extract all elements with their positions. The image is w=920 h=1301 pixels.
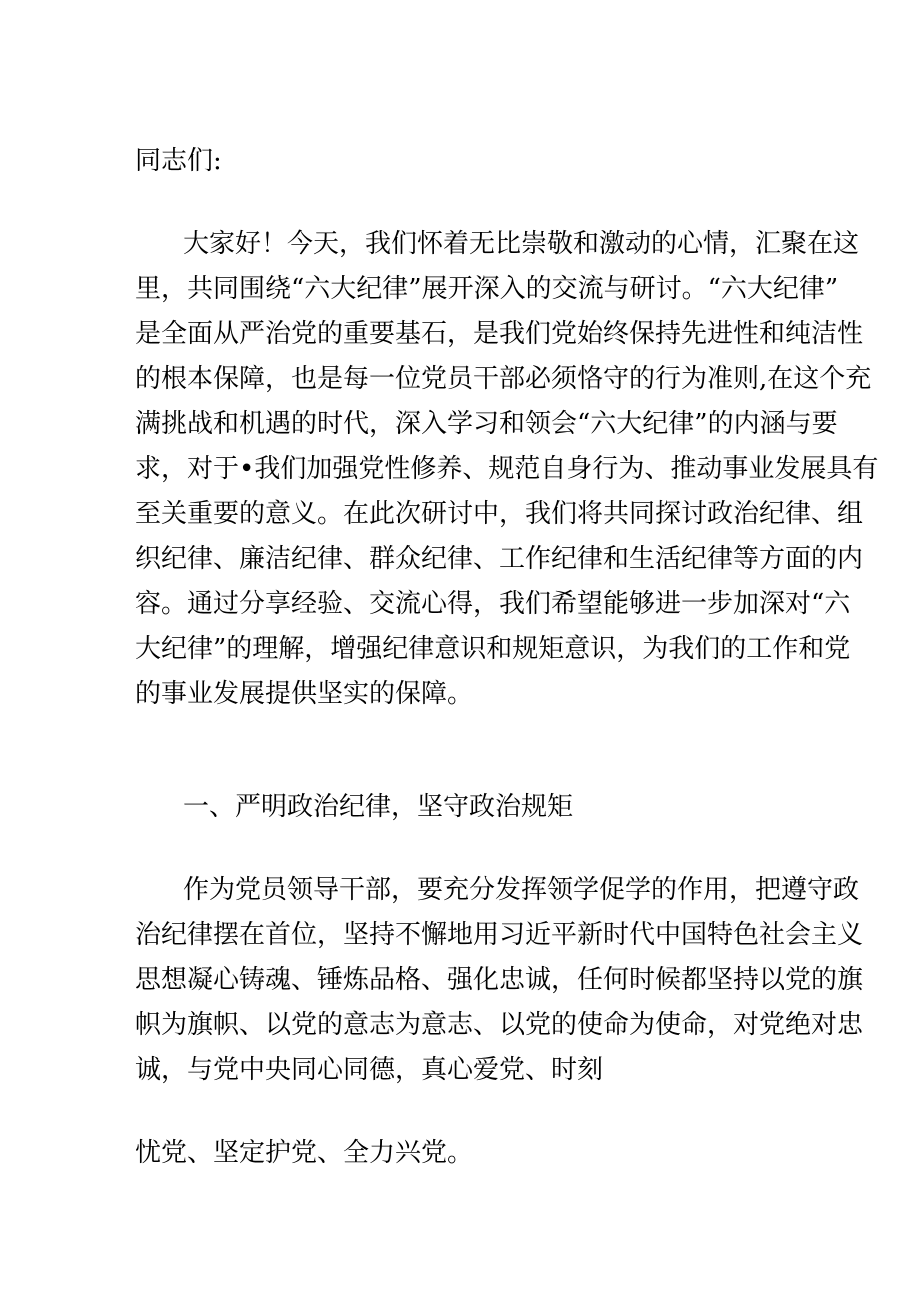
intro-line-1: 大家好！今天，我们怀着无比崇敬和激动的心情，汇聚在这	[183, 229, 860, 259]
intro-line-3: 是全面从严治党的重要基石，是我们党始终保持先进性和纯洁性	[135, 319, 864, 349]
section-line-4: 帜为旗帜、以党的意志为意志、以党的使命为使命，对党绝对忠	[135, 1010, 864, 1040]
section-line-2: 治纪律摆在首位，坚持不懈地用习近平新时代中国特色社会主义	[135, 920, 864, 950]
intro-line-9: 容。通过分享经验、交流心得，我们希望能够进一步加深对“六	[135, 589, 851, 619]
section-heading: 一、严明政治纪律，坚守政治规矩	[183, 792, 574, 822]
intro-line-10: 大纪律”的理解，增强纪律意识和规矩意识，为我们的工作和党	[135, 634, 851, 664]
section-line-1: 作为党员领导干部，要充分发挥领学促学的作用，把遵守政	[183, 875, 860, 905]
section-line-3: 思想凝心铸魂、锤炼品格、强化忠诚，任何时候都坚持以党的旗	[135, 965, 864, 995]
intro-line-11: 的事业发展提供坚实的保障。	[135, 679, 474, 709]
intro-line-7: 至关重要的意义。在此次研讨中，我们将共同探讨政治纪律、组	[135, 499, 864, 529]
intro-line-8: 织纪律、廉洁纪律、群众纪律、工作纪律和生活纪律等方面的内	[135, 544, 864, 574]
salutation: 同志们:	[135, 146, 222, 176]
section-continuation: 忧党、坚定护党、全力兴党。	[135, 1138, 474, 1168]
intro-line-2: 里，共同围绕“六大纪律”展开深入的交流与研讨。“六大纪律”	[135, 274, 839, 304]
intro-line-5: 满挑战和机遇的时代，深入学习和领会“六大纪律”的内涵与要	[135, 409, 838, 439]
section-line-5: 诚，与党中央同心同德，真心爱党、时刻	[135, 1055, 604, 1085]
intro-line-6: 求，对于•我们加强党性修养、规范自身行为、推动事业发展具有	[135, 454, 879, 484]
intro-line-4: 的根本保障，也是每一位党员干部必须恪守的行为准则,在这个充	[135, 364, 872, 394]
